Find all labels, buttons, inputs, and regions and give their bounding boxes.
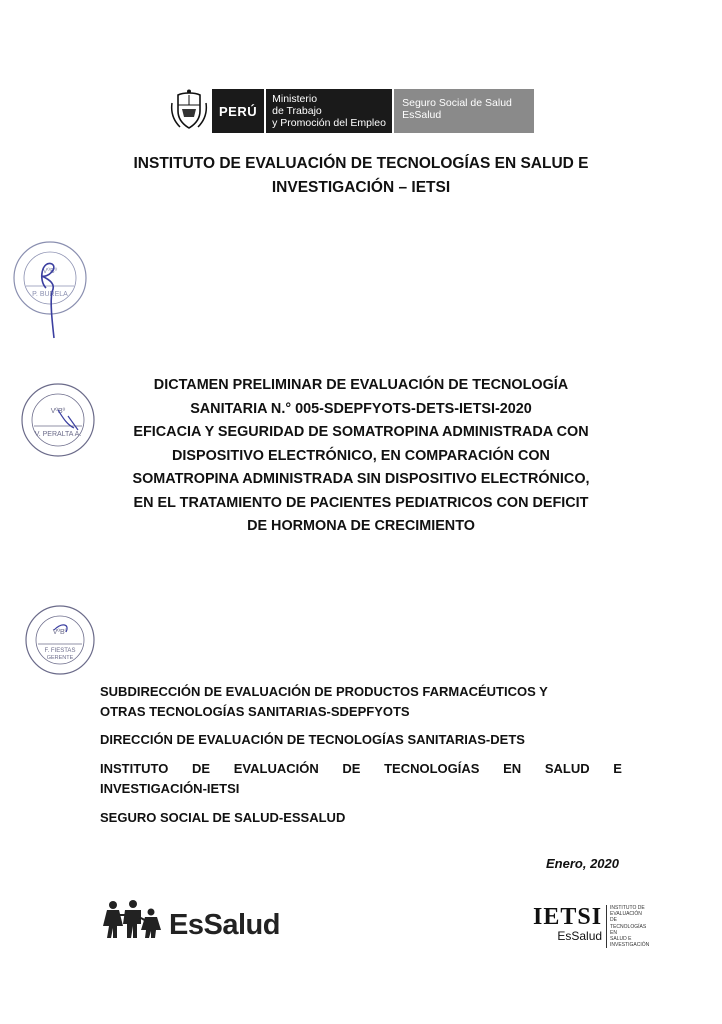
stamp-name-text: P. BURELA [32,291,68,298]
ietsi-logo-side-text: INSTITUTO DE EVALUACIÓN DE TECNOLOGÍAS EN SALUD E INVESTIGACIÓN [606,905,650,948]
essalud-agency-label: Seguro Social de Salud EsSalud [392,89,534,133]
ietsi-logo-text: IETSI [533,904,603,930]
family-figures-icon [103,900,165,940]
dictamen-title: DICTAMEN PRELIMINAR DE EVALUACIÓN DE TECNOLOGÍA SANITARIA N.° 005-SDEPFYOTS-DETS-IETSI-2020 EFICACIA Y SEGURIDAD DE SOMATROPINA ADMINISTRADA CON DISPOSITIVO ELECTRÓNICO, EN COMPARACIÓN CON SOMATROPINA ADMINISTRADA SIN DISPOSITIVO ELECTRÓNICO, EN EL TRATAMIENTO DE PACIENTES PEDIATRICOS CON DEFICIT DE HORMONA DE CRECIMIENTO [132,377,590,534]
stamp-vb-text: VºBº [42,268,58,275]
government-logo-bar [170,89,534,133]
approval-stamp-burela [12,240,92,340]
document-date: Enero, 2020 [546,856,619,871]
approval-stamp-fiestas [22,604,102,678]
stamp-name-text: V. PERALTA A. [34,431,82,438]
org-dets: DIRECCIÓN DE EVALUACIÓN DE TECNOLOGÍAS SANITARIAS-DETS [100,732,525,747]
org-essalud: SEGURO SOCIAL DE SALUD-ESSALUD [100,810,346,825]
institute-title: INSTITUTO DE EVALUACIÓN DE TECNOLOGÍAS EN SALUD E INVESTIGACIÓN – IETSI [133,155,589,196]
ietsi-logo [533,905,650,948]
stamp-vb-text: VºBº [52,629,68,636]
peru-coat-of-arms-icon [170,89,208,133]
essalud-logo [103,900,280,940]
essalud-logo-text: EsSalud [169,909,280,941]
stamp-name-text: F. FIESTAS [44,648,76,654]
org-ietsi: INSTITUTO DE EVALUACIÓN DE TECNOLOGÍAS EN SALUD E INVESTIGACIÓN-IETSI [100,761,622,796]
ietsi-logo-subtext: EsSalud [557,929,603,943]
stamp-role-text: GERENTE [46,655,74,661]
stamp-vb-text: VºBº [50,408,66,415]
ministry-label: Ministerio de Trabajo y Promoción del Empleo [264,89,392,133]
peru-label: PERÚ [212,89,264,133]
org-sdepfyots: SUBDIRECCIÓN DE EVALUACIÓN DE PRODUCTOS FARMACÉUTICOS Y OTRAS TECNOLOGÍAS SANITARIAS-SDEPFYOTS [100,684,548,719]
